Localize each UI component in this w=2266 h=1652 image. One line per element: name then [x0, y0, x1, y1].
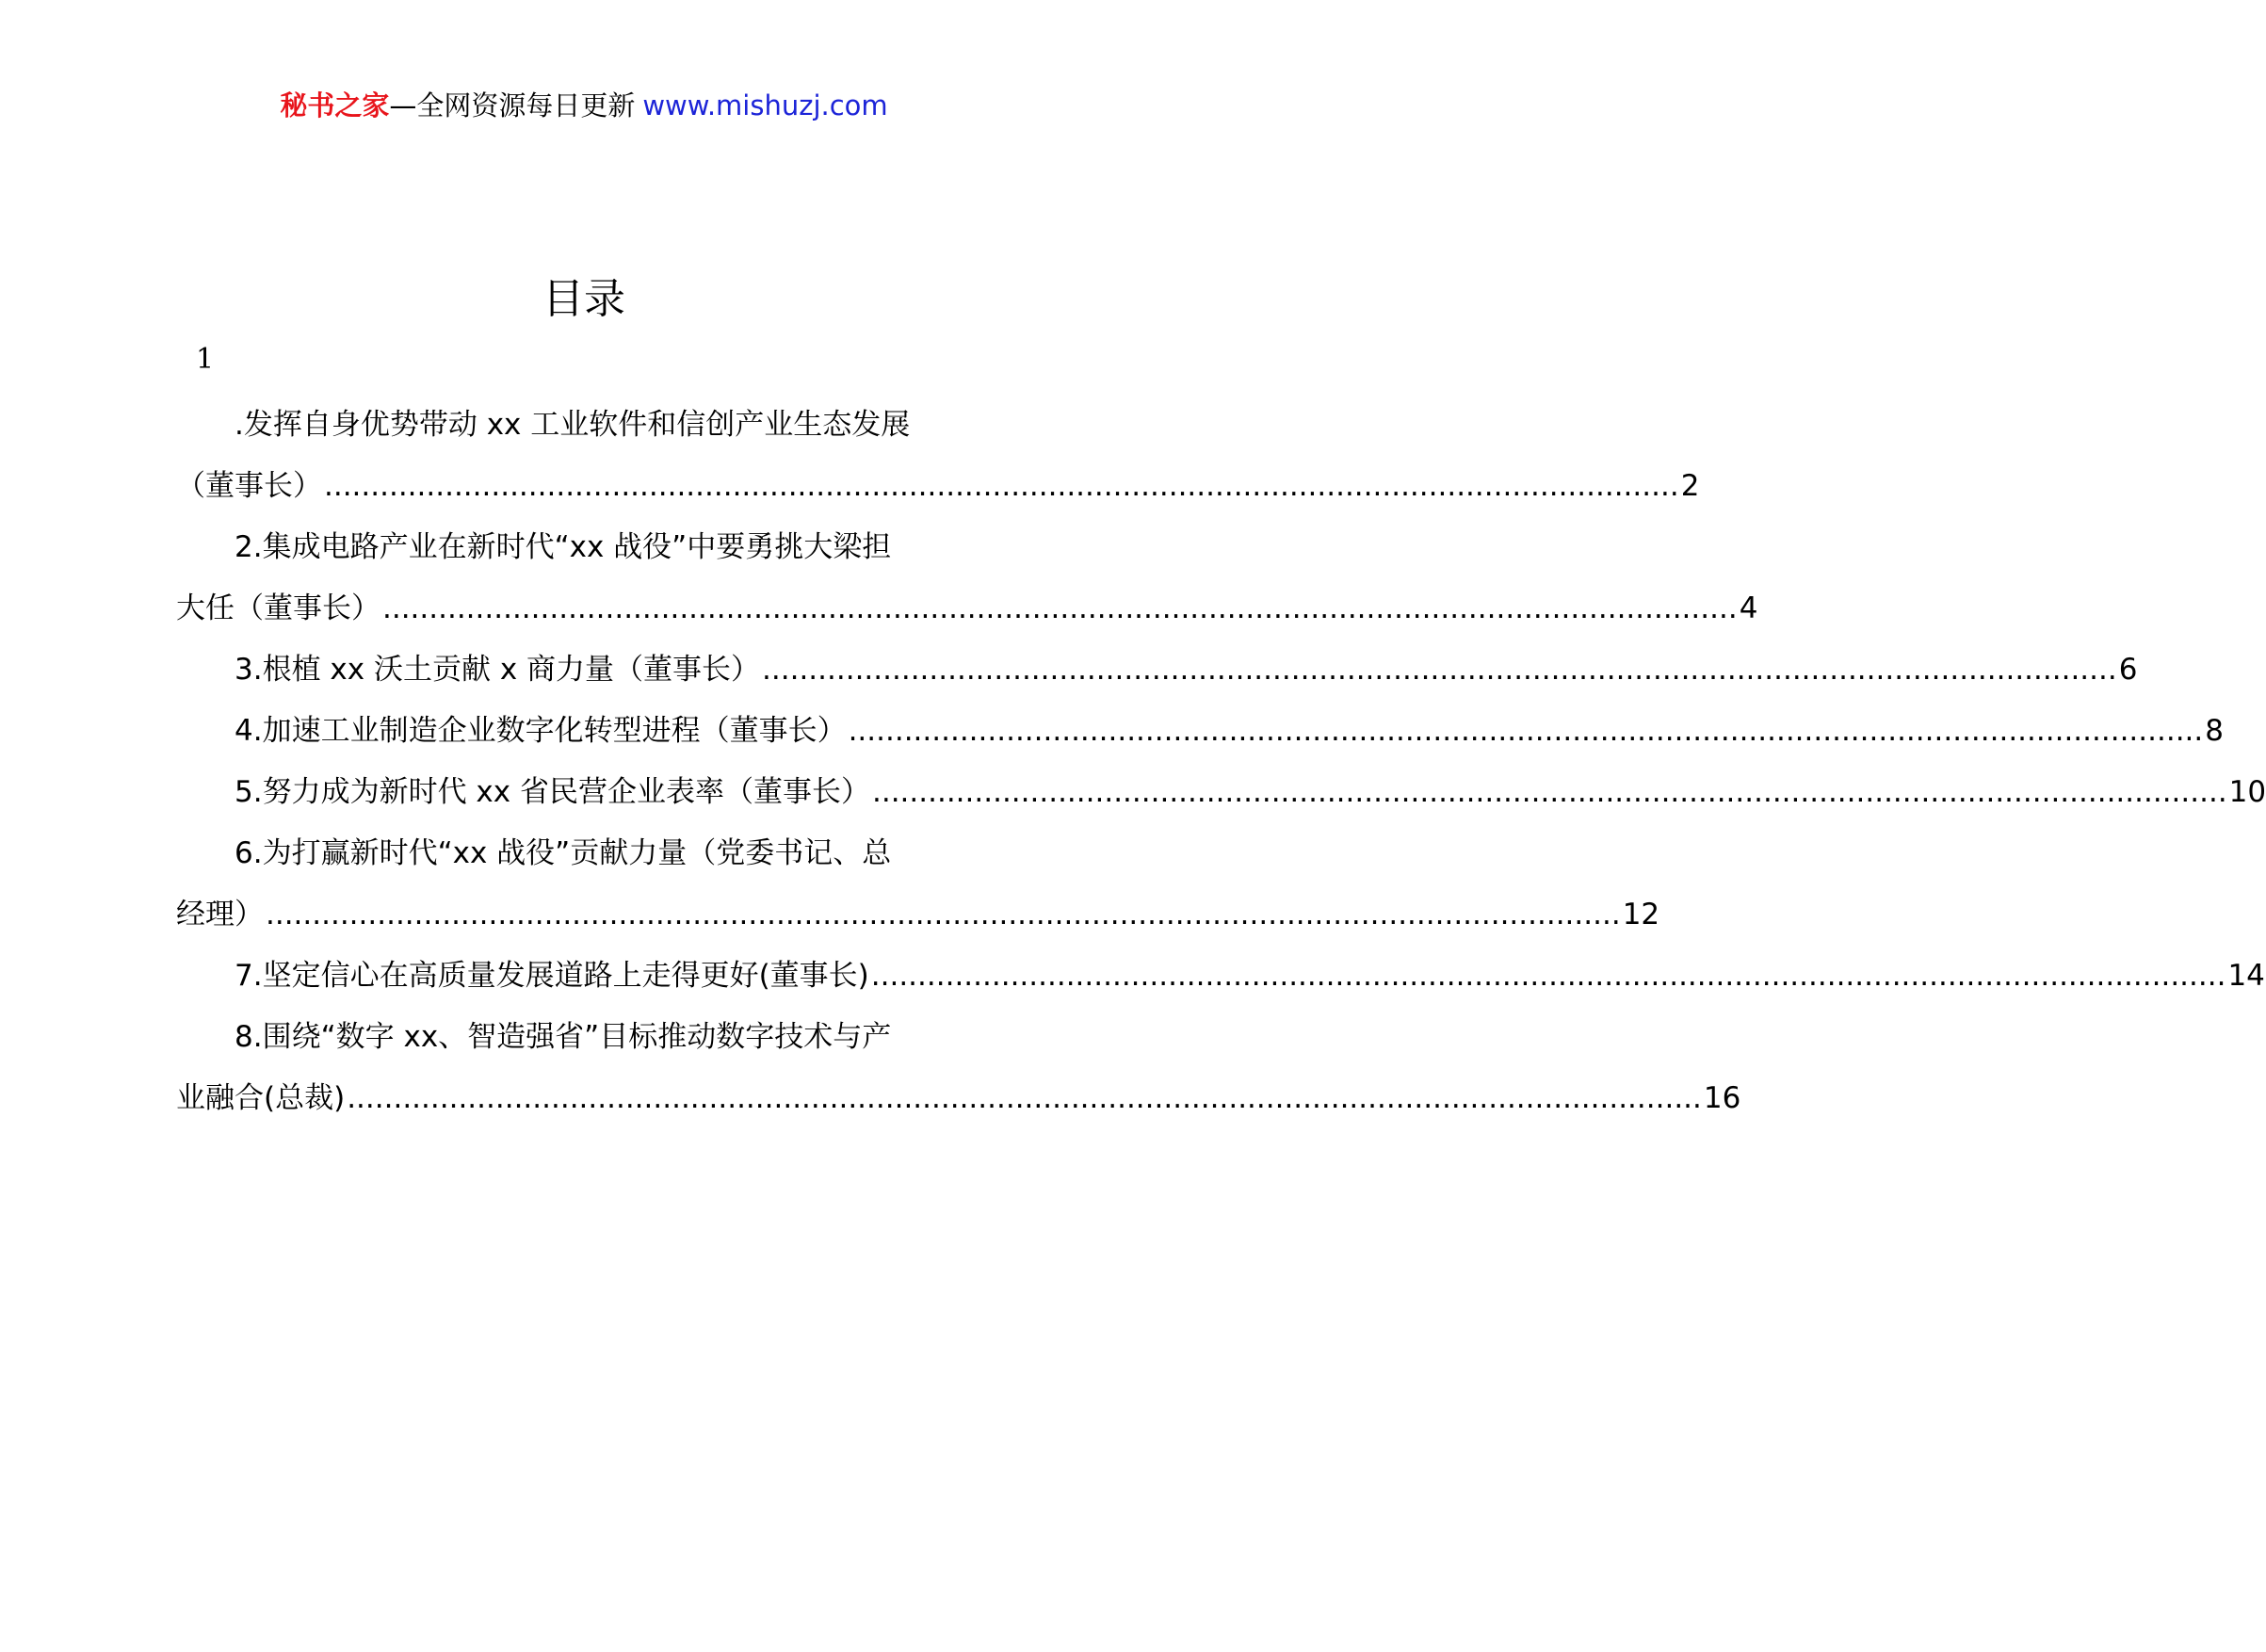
toc-entry-1-line-2[interactable]: [176, 456, 1700, 517]
toc-page-number: 16: [1703, 1081, 1741, 1115]
toc-entry-title: 业融合(总裁): [176, 1081, 346, 1115]
toc-page-number: 12: [1622, 898, 1660, 931]
toc-page-number: 10: [2228, 775, 2266, 809]
document-title: 目录: [542, 275, 625, 323]
site-url-link[interactable]: www.mishuzj.com: [642, 89, 888, 121]
toc-entry-title: 大任（董事长）: [176, 591, 380, 625]
toc-page-number: 14: [2227, 959, 2265, 993]
toc-leader-dots: ..................................................................................................................................................: [871, 775, 2227, 809]
toc-entry-6-line-1[interactable]: [176, 823, 988, 884]
toc-entry-title: 7.坚定信心在高质量发展道路上走得更好(董事长): [235, 959, 869, 993]
toc-entry-title: （董事长）: [176, 469, 322, 503]
toc-entry-title: 8.围绕“数字 xx、智造强省”目标推动数字技术与产: [235, 1020, 892, 1054]
toc-entry-title: 5.努力成为新时代 xx 省民营企业表率（董事长）: [235, 775, 870, 809]
site-header: [0, 87, 1168, 124]
toc-entry-6-line-2[interactable]: [176, 884, 1660, 946]
toc-entry-1-line-1[interactable]: [176, 395, 988, 456]
toc-entry-title: 2.集成电路产业在新时代“xx 战役”中要勇挑大梁担: [235, 530, 892, 564]
toc-entry-3[interactable]: [176, 640, 2138, 701]
toc-entry-5[interactable]: [176, 762, 2266, 823]
toc-page-number: 4: [1739, 591, 1758, 625]
toc-entry-title: 4.加速工业制造企业数字化转型进程（董事长）: [235, 714, 847, 748]
toc-entry-2-line-1[interactable]: [176, 517, 988, 578]
toc-leader-dots: ..................................................................................................................................................: [324, 469, 1679, 503]
toc-leader-dots: ..................................................................................................................................................: [762, 653, 2117, 687]
toc-page-number: 2: [1680, 469, 1700, 503]
toc-leader-dots: ..................................................................................................................................................: [266, 898, 1621, 931]
toc-entry-4[interactable]: [176, 701, 2224, 762]
toc-entry-title: 6.为打赢新时代“xx 战役”贡献力量（党委书记、总: [235, 836, 892, 870]
toc-entry-7[interactable]: [176, 946, 2265, 1007]
toc-leader-dots: ..................................................................................................................................................: [848, 714, 2204, 748]
toc-page-number: 8: [2205, 714, 2224, 748]
table-of-contents: [176, 395, 2266, 1129]
footnote-number: 1: [196, 343, 215, 376]
toc-entry-2-line-2[interactable]: [176, 578, 1758, 640]
toc-leader-dots: ..................................................................................................................................................: [347, 1081, 1702, 1115]
toc-leader-dots: ..................................................................................................................................................: [382, 591, 1738, 625]
toc-entry-8-line-2[interactable]: [176, 1068, 1741, 1129]
toc-page-number: 6: [2118, 653, 2138, 687]
toc-entry-8-line-1[interactable]: [176, 1007, 988, 1068]
toc-leader-dots: ..................................................................................................................................................: [870, 959, 2226, 993]
toc-entry-title: .发挥自身优势带动 xx 工业软件和信创产业生态发展: [235, 408, 911, 442]
toc-entry-title: 经理）: [176, 898, 264, 931]
toc-entry-title: 3.根植 xx 沃土贡献 x 商力量（董事长）: [235, 653, 761, 687]
site-tagline: —全网资源每日更新: [389, 89, 636, 121]
site-brand: 秘书之家: [280, 89, 390, 121]
